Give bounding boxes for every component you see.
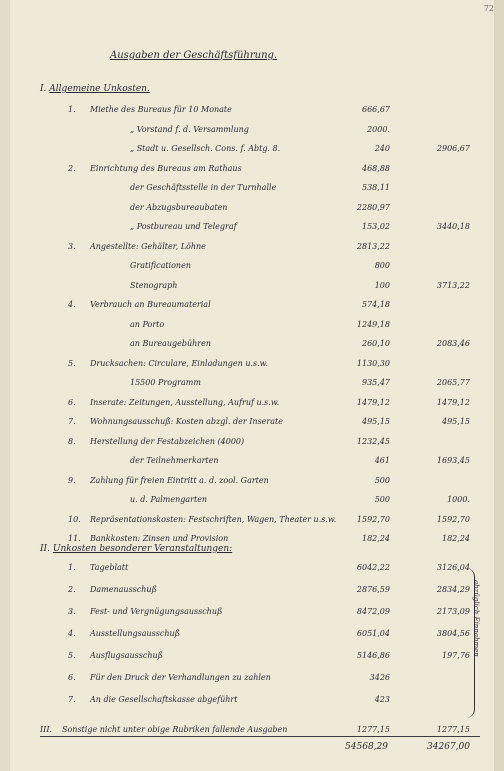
row-amount: 666,67 — [362, 105, 390, 114]
ledger-row — [0, 122, 504, 138]
row-label: Stenograph — [130, 280, 178, 290]
row-amount: 260,10 — [362, 339, 390, 348]
row-label: Gratificationen — [130, 261, 191, 270]
row-amount: 182,24 — [362, 534, 390, 543]
row-number: 6. — [68, 397, 76, 407]
ledger-row — [0, 278, 504, 294]
row-amount: 2000. — [367, 124, 390, 134]
row-subtotal: 2083,46 — [436, 339, 470, 348]
page-title: Ausgaben der Geschäftsführung. — [110, 50, 278, 61]
ledger-row — [0, 258, 504, 274]
ledger-row — [0, 512, 504, 528]
ledger-row — [0, 356, 504, 372]
ledger-row — [0, 692, 504, 708]
row-number: 10. — [68, 514, 81, 524]
row-label: an Porto — [130, 319, 165, 329]
ledger-row — [0, 434, 504, 450]
row-amount: 800 — [374, 261, 390, 270]
row-amount: 3426 — [369, 673, 390, 682]
row-subtotal: 2906,67 — [436, 144, 470, 153]
row-number: 3. — [68, 241, 76, 251]
ledger-row — [0, 200, 504, 216]
row-label: Ausstellungsausschuß — [90, 629, 180, 638]
row-amount: 1479,12 — [356, 397, 390, 407]
row-subtotal: 1592,70 — [436, 514, 470, 524]
ledger-row — [0, 375, 504, 391]
row-number: 5. — [68, 358, 76, 368]
row-subtotal: 3713,22 — [436, 280, 470, 290]
row-label: der Abzugsbureaubaten — [130, 202, 228, 212]
ledger-row — [0, 648, 504, 664]
section-1-heading — [40, 84, 150, 94]
row-subtotal: 197,76 — [442, 651, 470, 660]
row-subtotal: 1479,12 — [436, 397, 470, 407]
ledger-row — [0, 414, 504, 430]
row-number: 8. — [68, 436, 76, 446]
row-amount: 5146,86 — [356, 651, 390, 660]
grand-total-2: 34267,00 — [427, 742, 470, 752]
section-3-subtotal: 1277,15 — [436, 725, 470, 734]
row-label: Einrichtung des Bureaus am Rathaus — [90, 163, 242, 173]
ledger-row — [0, 626, 504, 642]
row-label: der Teilnehmerkarten — [130, 456, 219, 465]
row-amount: 1249,18 — [356, 319, 390, 329]
row-amount: 468,88 — [362, 163, 390, 173]
row-number: 1. — [68, 563, 76, 572]
row-amount: 240 — [374, 144, 390, 153]
row-number: 9. — [68, 475, 76, 485]
total-rule — [40, 736, 480, 737]
row-subtotal: 3126,04 — [436, 563, 470, 572]
row-amount: 461 — [374, 456, 390, 465]
row-amount: 2876,59 — [356, 585, 390, 594]
row-label: an Bureaugebühren — [130, 339, 211, 348]
row-amount: 1130,30 — [356, 358, 390, 368]
row-label: Fest- und Vergnügungsausschuß — [90, 607, 223, 616]
row-number: 3. — [68, 607, 76, 616]
row-label: „ Vorstand f. d. Versammlung — [130, 124, 249, 134]
row-number: 6. — [68, 673, 76, 682]
row-amount: 1592,70 — [356, 514, 390, 524]
row-amount: 153,02 — [362, 222, 390, 231]
section-3-amount: 1277,15 — [356, 725, 390, 734]
ledger-row — [0, 180, 504, 196]
section-3-number: III. — [40, 725, 53, 734]
row-amount: 1232,45 — [356, 436, 390, 446]
row-label: Wohnungsausschuß: Kosten abzgl. der Inserate — [90, 417, 283, 426]
row-label: 15500 Programm — [130, 378, 201, 387]
section-2-label: Unkosten besonderer Veranstaltungen: — [52, 544, 233, 554]
row-label: u. d. Palmengarten — [130, 495, 208, 504]
row-label: Inserate: Zeitungen, Ausstellung, Aufruf u.s.w. — [90, 397, 280, 407]
ledger-row — [0, 297, 504, 313]
section-1-number: I. — [40, 84, 47, 94]
ledger-row — [0, 102, 504, 118]
row-amount: 6042,22 — [356, 563, 390, 572]
row-amount: 574,18 — [362, 300, 390, 309]
row-number: 4. — [68, 300, 76, 309]
ledger-row — [0, 582, 504, 598]
side-note: abzüglich Einnahmen — [472, 580, 480, 657]
row-amount: 538,11 — [362, 183, 390, 192]
ledger-row — [0, 453, 504, 469]
row-amount: 2280,97 — [356, 202, 390, 212]
row-label: Ausflugsausschuß — [90, 651, 164, 660]
row-subtotal: 2834,29 — [436, 585, 470, 594]
row-label: Miethe des Bureaus für 10 Monate — [90, 105, 232, 114]
row-subtotal: 1000. — [447, 495, 470, 504]
row-label: Herstellung der Festabzeichen (4000) — [90, 436, 245, 446]
row-subtotal: 3440,18 — [436, 222, 470, 231]
row-amount: 2813,22 — [356, 241, 390, 251]
section-2-heading — [40, 544, 232, 554]
row-subtotal: 3804,56 — [436, 629, 470, 638]
row-amount: 100 — [374, 280, 390, 290]
row-subtotal: 182,24 — [442, 534, 470, 543]
row-subtotal: 495,15 — [442, 417, 470, 426]
section-2-number: II. — [40, 544, 50, 554]
row-number: 11. — [68, 534, 81, 543]
ledger-row — [0, 560, 504, 576]
row-number: 5. — [68, 651, 76, 660]
row-subtotal: 2065,77 — [436, 378, 470, 387]
row-label: „ Postbureau und Telegraf — [130, 222, 237, 231]
grand-total-1: 54568,29 — [345, 742, 388, 752]
row-label: Tageblatt — [90, 563, 129, 572]
row-label: Verbrauch an Bureaumaterial — [90, 300, 211, 309]
row-label: Für den Druck der Verhandlungen zu zahlen — [90, 673, 271, 682]
row-label: Bankkosten: Zinsen und Provision — [90, 534, 229, 543]
row-number: 7. — [68, 695, 76, 704]
ledger-row — [0, 239, 504, 255]
row-amount: 500 — [374, 495, 390, 504]
row-amount: 6051,04 — [356, 629, 390, 638]
row-label: Angestellte: Gehälter, Löhne — [90, 241, 206, 251]
row-amount: 935,47 — [362, 378, 390, 387]
row-label: „ Stadt u. Gesellsch. Cons. f. Abtg. 8. — [130, 144, 281, 153]
ledger-row — [0, 395, 504, 411]
row-amount: 495,15 — [362, 417, 390, 426]
ledger-row — [0, 492, 504, 508]
row-number: 1. — [68, 105, 76, 114]
row-number: 7. — [68, 417, 76, 426]
row-label: der Geschäftsstelle in der Turnhalle — [130, 183, 277, 192]
section-3-label: Sonstige nicht unter obige Rubriken fallende Ausgaben — [62, 725, 288, 734]
row-subtotal: 1693,45 — [436, 456, 470, 465]
ledger-row — [0, 336, 504, 352]
section-1-label: Allgemeine Unkosten. — [49, 84, 150, 94]
page-number: 72 — [483, 4, 494, 13]
row-label: An die Gesellschaftskasse abgeführt — [90, 695, 238, 704]
ledger-row — [0, 219, 504, 235]
row-number: 2. — [68, 585, 76, 594]
ledger-row — [0, 670, 504, 686]
ledger-row — [0, 141, 504, 157]
ledger-row — [0, 161, 504, 177]
row-number: 2. — [68, 163, 76, 173]
row-label: Zahlung für freien Eintritt a. d. zool. Garten — [90, 475, 269, 485]
row-label: Damenausschuß — [90, 585, 157, 594]
row-label: Drucksachen: Circulare, Einladungen u.s.w. — [90, 358, 269, 368]
ledger-row — [0, 473, 504, 489]
row-subtotal: 2173,09 — [436, 607, 470, 616]
row-amount: 500 — [374, 475, 390, 485]
row-amount: 423 — [374, 695, 390, 704]
row-number: 4. — [68, 629, 76, 638]
ledger-row — [0, 317, 504, 333]
row-amount: 8472,09 — [356, 607, 390, 616]
ledger-row — [0, 604, 504, 620]
row-label: Repräsentationskosten: Festschriften, Wagen, Theater u.s.w. — [90, 514, 337, 524]
